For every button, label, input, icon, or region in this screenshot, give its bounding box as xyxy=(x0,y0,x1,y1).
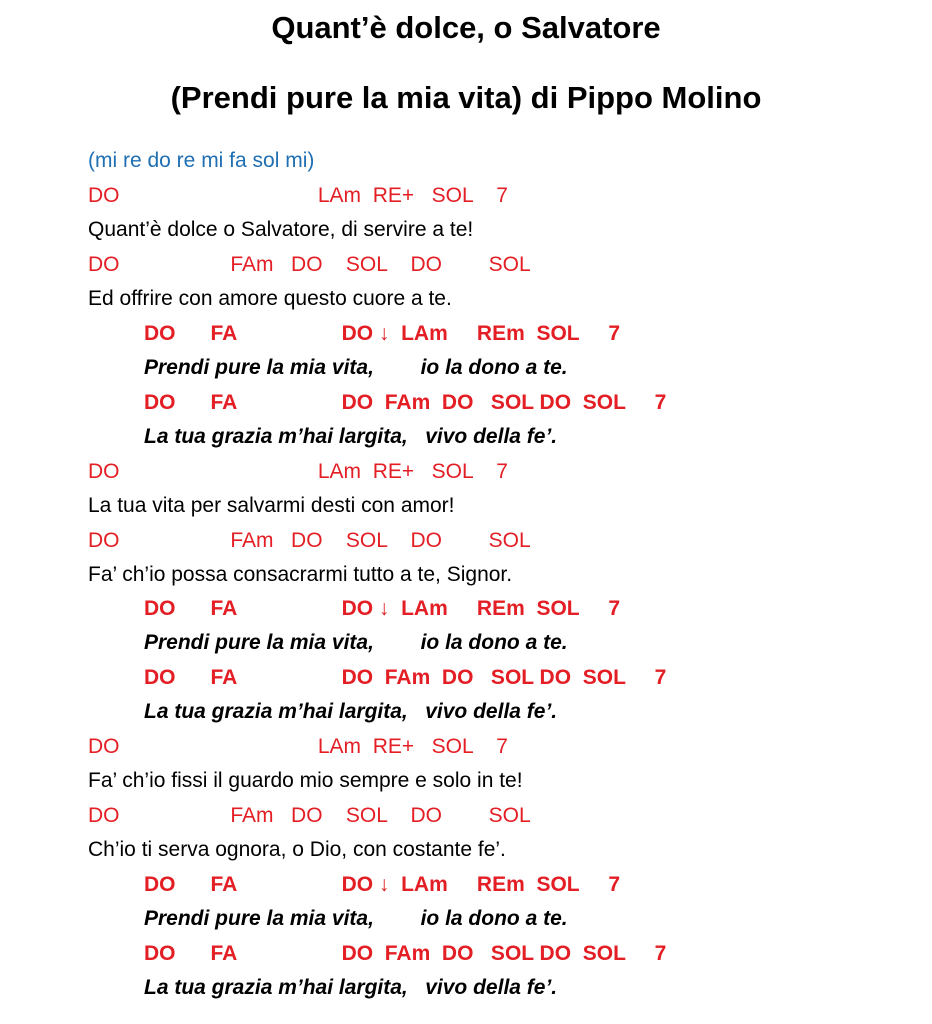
refrain-chord-line: DO FA DO FAm DO SOL DO SOL 7 xyxy=(144,942,667,965)
refrain-chord-line: DO FA DO FAm DO SOL DO SOL 7 xyxy=(144,666,667,689)
chord-line: DO FAm DO SOL DO SOL xyxy=(88,804,531,827)
chord-line: DO LAm RE+ SOL 7 xyxy=(88,735,508,758)
refrain-chord-line: DO FA DO ↓ LAm REm SOL 7 xyxy=(144,597,621,620)
intro-notes: (mi re do re mi fa sol mi) xyxy=(88,149,315,172)
refrain-chord-line: DO FA DO ↓ LAm REm SOL 7 xyxy=(144,873,621,896)
refrain-lyric-line: La tua grazia m’hai largita, vivo della fe’. xyxy=(144,976,558,999)
lyric-line: Ed offrire con amore questo cuore a te. xyxy=(88,287,452,310)
lyric-line: Fa’ ch’io fissi il guardo mio sempre e solo in te! xyxy=(88,769,523,792)
lyric-line: Ch’io ti serva ognora, o Dio, con costante fe’. xyxy=(88,838,506,861)
refrain-chord-line: DO FA DO ↓ LAm REm SOL 7 xyxy=(144,322,621,345)
refrain-lyric-line: La tua grazia m’hai largita, vivo della fe’. xyxy=(144,425,558,448)
lyric-line: La tua vita per salvarmi desti con amor! xyxy=(88,494,455,517)
chord-line: DO FAm DO SOL DO SOL xyxy=(88,529,531,552)
chord-line: DO LAm RE+ SOL 7 xyxy=(88,184,508,207)
chord-line: DO LAm RE+ SOL 7 xyxy=(88,460,508,483)
chord-line: DO FAm DO SOL DO SOL xyxy=(88,253,531,276)
song-title: Quant’è dolce, o Salvatore xyxy=(271,10,661,45)
refrain-lyric-line: Prendi pure la mia vita, io la dono a te. xyxy=(144,356,568,379)
lyric-line: Quant’è dolce o Salvatore, di servire a te! xyxy=(88,218,474,241)
refrain-lyric-line: Prendi pure la mia vita, io la dono a te. xyxy=(144,631,568,654)
lyric-line: Fa’ ch’io possa consacrarmi tutto a te, Signor. xyxy=(88,563,513,586)
refrain-chord-line: DO FA DO FAm DO SOL DO SOL 7 xyxy=(144,391,667,414)
refrain-lyric-line: Prendi pure la mia vita, io la dono a te. xyxy=(144,907,568,930)
song-subtitle: (Prendi pure la mia vita) di Pippo Molino xyxy=(170,80,762,115)
refrain-lyric-line: La tua grazia m’hai largita, vivo della fe’. xyxy=(144,700,558,723)
